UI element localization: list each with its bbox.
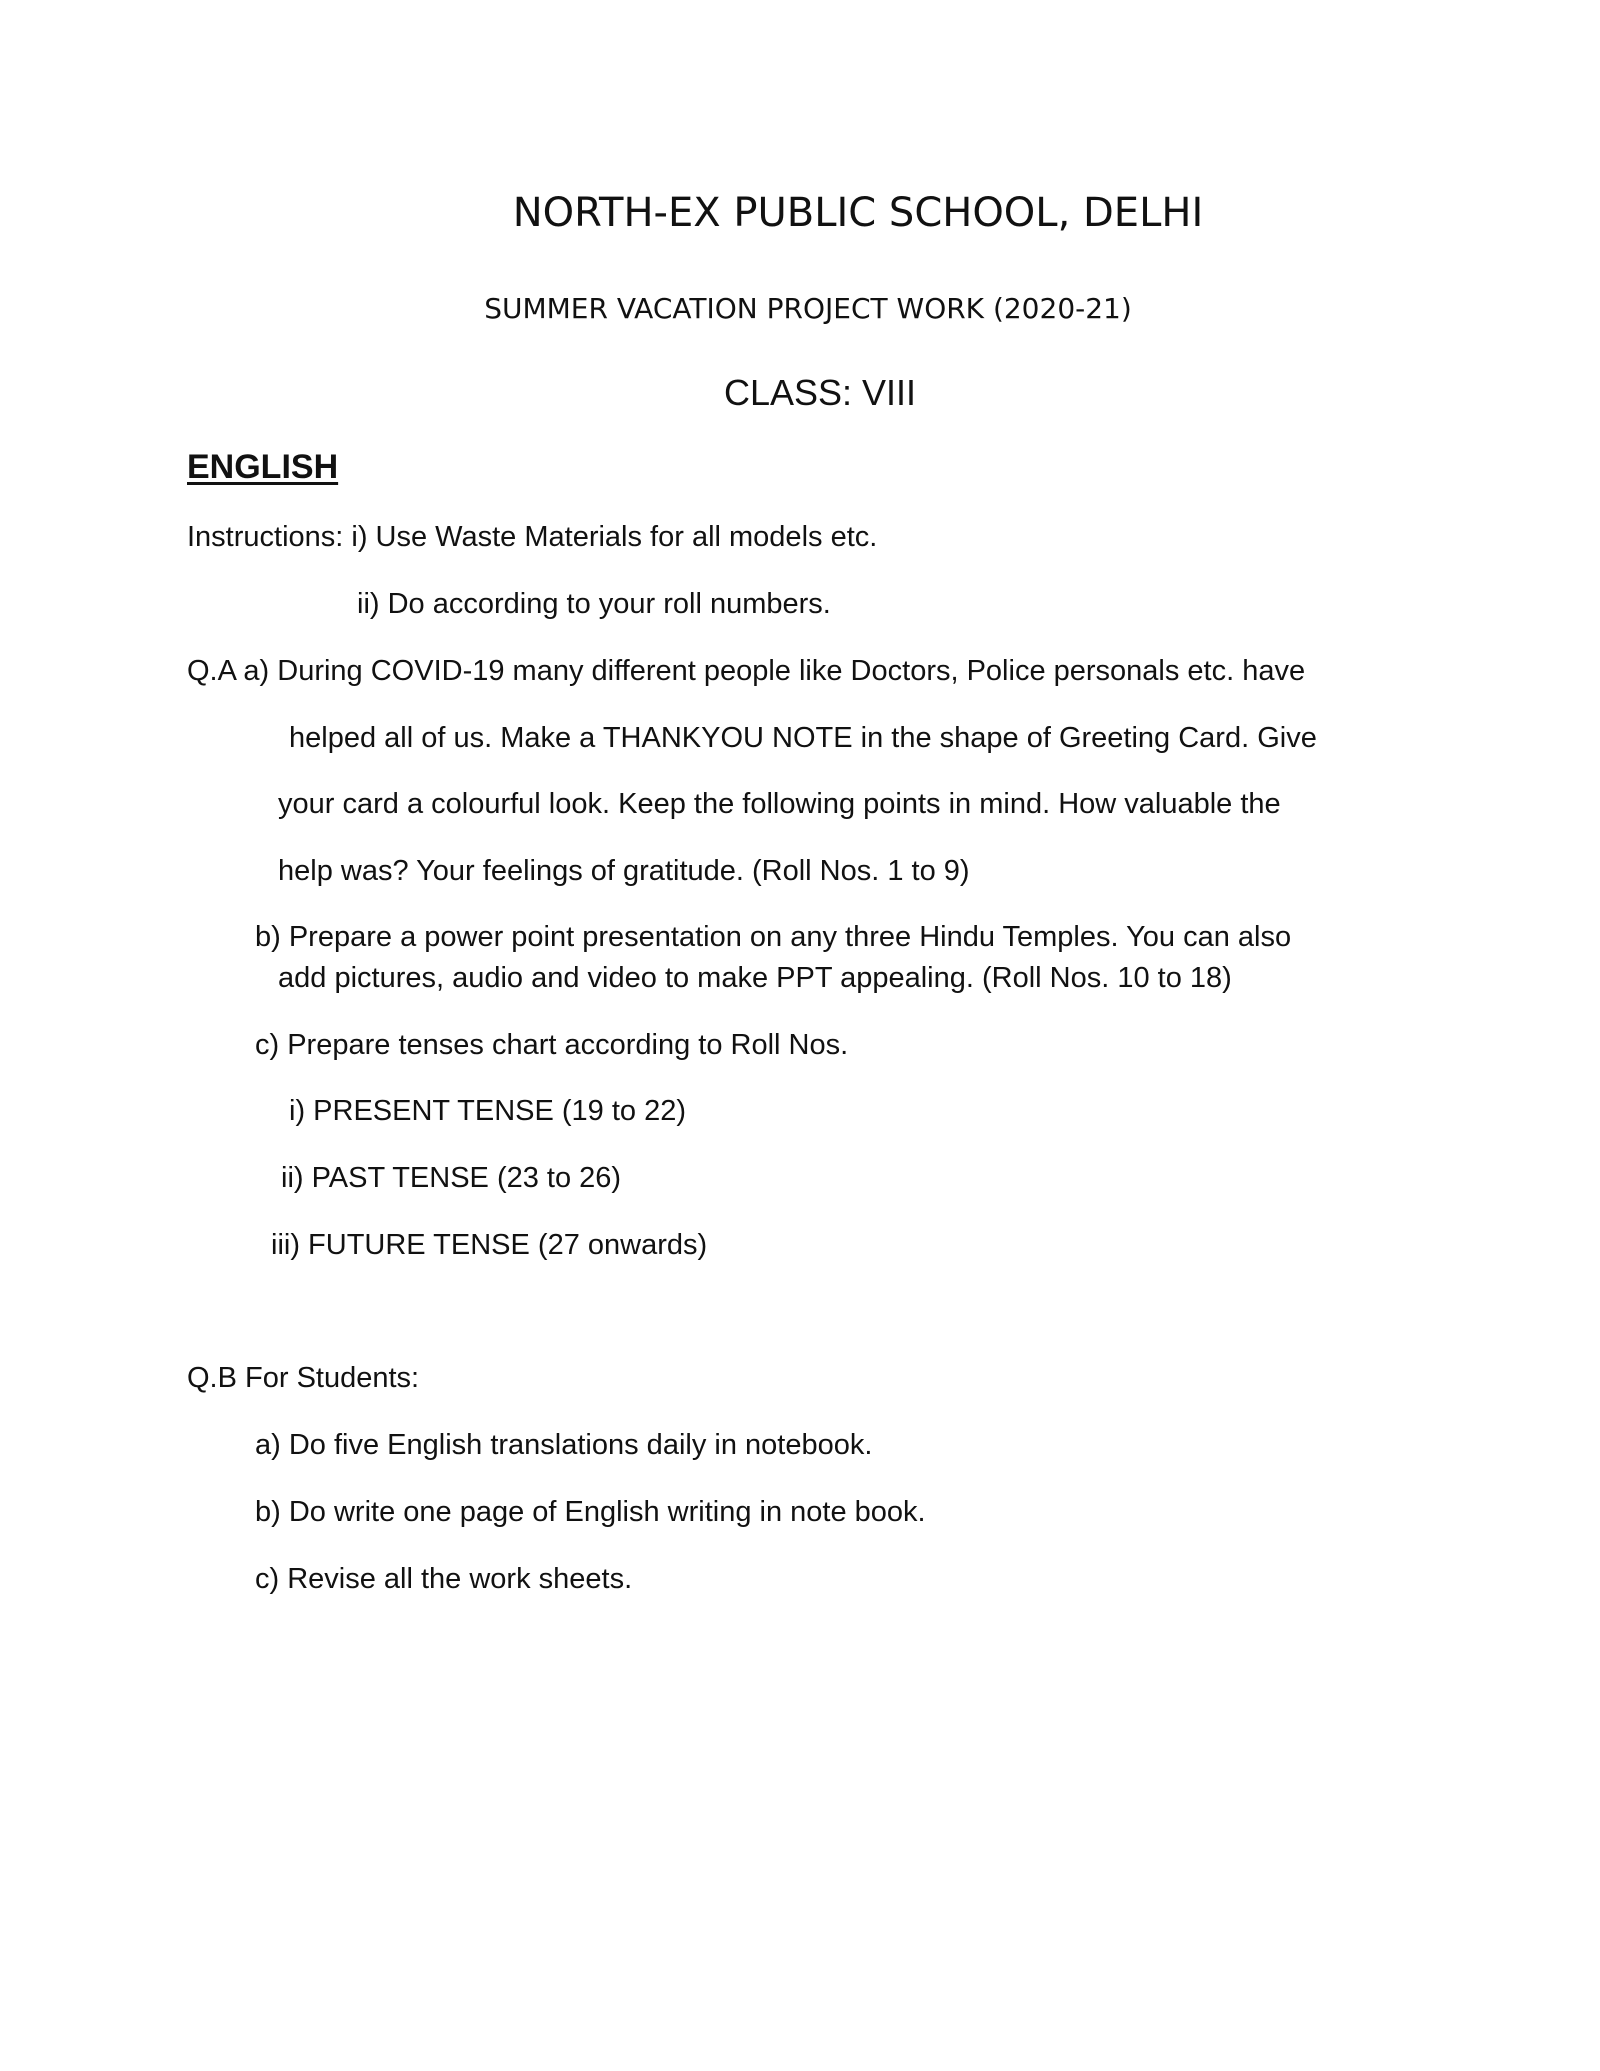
question-b-line-1: b) Prepare a power point presentation on any three Hindu Temples. You can also [255, 921, 1292, 953]
question-b-title: Q.B For Students: [187, 1362, 420, 1394]
question-a-line-4: help was? Your feelings of gratitude. (Roll Nos. 1 to 9) [278, 855, 970, 887]
tense-item-present: i) PRESENT TENSE (19 to 22) [289, 1095, 687, 1127]
subject-heading: ENGLISH [187, 448, 339, 486]
question-c-intro: c) Prepare tenses chart according to Roll Nos. [255, 1029, 849, 1061]
question-a-line-2: helped all of us. Make a THANKYOU NOTE in the shape of Greeting Card. Give [289, 722, 1317, 754]
project-title: SUMMER VACATION PROJECT WORK (2020-21) [484, 292, 1132, 325]
instruction-line-1: Instructions: i) Use Waste Materials for all models etc. [187, 521, 878, 553]
student-task-b: b) Do write one page of English writing in note book. [255, 1496, 926, 1528]
class-label: CLASS: VIII [723, 372, 917, 413]
tense-item-future: iii) FUTURE TENSE (27 onwards) [271, 1229, 708, 1261]
tense-item-past: ii) PAST TENSE (23 to 26) [281, 1162, 622, 1194]
question-b-line-2: add pictures, audio and video to make PPT appealing. (Roll Nos. 10 to 18) [278, 962, 1232, 994]
school-name: NORTH-EX PUBLIC SCHOOL, DELHI [512, 190, 1204, 236]
student-task-a: a) Do five English translations daily in notebook. [255, 1429, 873, 1461]
question-a-line-1: Q.A a) During COVID-19 many different people like Doctors, Police personals etc. have [187, 655, 1306, 687]
instruction-line-2: ii) Do according to your roll numbers. [357, 588, 831, 620]
student-task-c: c) Revise all the work sheets. [255, 1563, 633, 1595]
question-a-line-3: your card a colourful look. Keep the following points in mind. How valuable the [278, 788, 1281, 820]
